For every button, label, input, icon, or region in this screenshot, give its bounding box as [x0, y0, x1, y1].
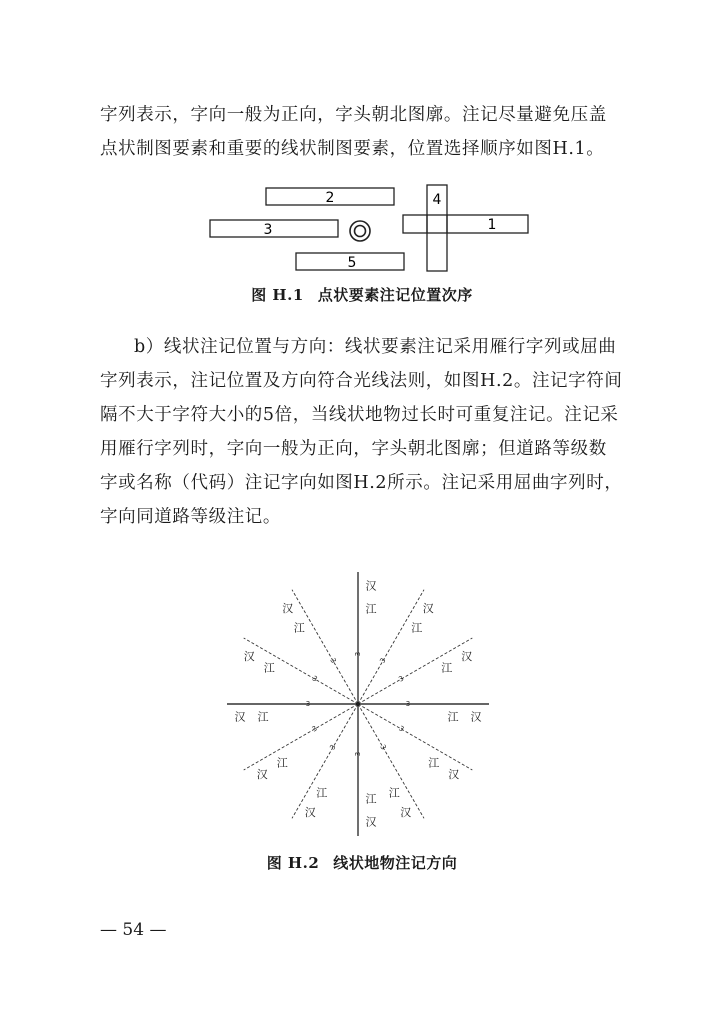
- road-code-label: 3: [354, 651, 362, 657]
- road-code-label: 3: [305, 700, 311, 708]
- label-box-2-text: 2: [325, 190, 335, 206]
- figure-h2-diagram: [227, 570, 489, 838]
- point-symbol-inner: [355, 226, 366, 237]
- page-number: — 54 —: [100, 920, 167, 940]
- label-box-1: [403, 215, 528, 233]
- place-name-char-han: 汉: [256, 767, 268, 781]
- text-line: b）线状注记位置与方向：线状要素注记采用雁行字列或屈曲: [134, 337, 617, 357]
- text-line: 字列表示，字向一般为正向，字头朝北图廓。注记尽量避免压盖: [100, 105, 607, 125]
- place-name-char-han: 汉: [470, 710, 482, 724]
- place-name-char-han: 汉: [461, 649, 473, 663]
- place-name-char-jiang: 江: [365, 602, 377, 616]
- label-box-1-text: 1: [487, 217, 497, 233]
- label-box-3: [210, 220, 338, 237]
- label-box-5-text: 5: [347, 255, 357, 271]
- center-node: [356, 702, 360, 706]
- place-name-char-jiang: 江: [276, 756, 288, 770]
- figure-h2-caption: [0, 852, 724, 873]
- place-name-char-jiang: 江: [428, 756, 440, 770]
- caption-text: 线状地物注记方向: [333, 854, 458, 872]
- place-name-char-han: 汉: [365, 579, 377, 593]
- place-name-char-jiang: 江: [388, 786, 400, 800]
- figure-h1-caption: [0, 284, 724, 305]
- caption-number: 图 H.2: [266, 854, 320, 872]
- place-name-char-jiang: 江: [263, 661, 275, 675]
- road-code-label: 3: [378, 743, 388, 752]
- road-code-label: 3: [328, 743, 338, 752]
- place-name-char-jiang: 江: [293, 621, 305, 635]
- text-line: 用雁行字列时，字向一般为正向，字头朝北图廓；但道路等级数: [100, 439, 607, 459]
- label-box-4-text: 4: [432, 192, 442, 208]
- figure-h1-diagram: [200, 182, 530, 274]
- place-name-char-jiang: 江: [316, 786, 328, 800]
- place-name-char-han: 汉: [422, 601, 434, 615]
- label-box-3-text: 3: [263, 222, 273, 238]
- road-line: [358, 638, 472, 704]
- road-code-label: 3: [378, 656, 388, 665]
- text-line: 字列表示，注记位置及方向符合光线法则，如图H.2。注记字符间: [100, 371, 623, 391]
- place-name-char-jiang: 江: [447, 710, 459, 724]
- place-name-char-han: 汉: [243, 649, 255, 663]
- road-code-label: 3: [397, 674, 406, 684]
- paragraph-1: [100, 98, 630, 166]
- place-name-char-han: 汉: [282, 601, 294, 615]
- place-name-char-han: 汉: [234, 710, 246, 724]
- text-line: 字向同道路等级注记。: [100, 507, 281, 527]
- place-name-char-han: 汉: [365, 815, 377, 829]
- caption-text: 点状要素注记位置次序: [317, 286, 473, 304]
- place-name-char-han: 汉: [304, 806, 316, 820]
- road-code-label: 3: [405, 700, 411, 708]
- place-name-char-jiang: 江: [365, 792, 377, 806]
- place-name-char-jiang: 江: [411, 621, 423, 635]
- road-code-label: 3: [310, 674, 319, 684]
- text-line: 隔不大于字符大小的5倍，当线状地物过长时可重复注记。注记采: [100, 405, 619, 425]
- point-symbol-outer: [350, 221, 370, 241]
- road-code-label: 3: [328, 656, 338, 665]
- text-line: 点状制图要素和重要的线状制图要素，位置选择顺序如图H.1。: [100, 139, 605, 159]
- paragraph-2: [100, 330, 630, 534]
- road-code-label: 3: [310, 724, 319, 734]
- place-name-char-jiang: 江: [257, 710, 269, 724]
- text-line: 字或名称（代码）注记字向如图H.2所示。注记采用屈曲字列时，: [100, 473, 623, 493]
- place-name-char-jiang: 江: [441, 661, 453, 675]
- road-line: [292, 590, 358, 704]
- place-name-char-han: 汉: [400, 806, 412, 820]
- caption-number: 图 H.1: [251, 286, 304, 304]
- road-line: [244, 638, 358, 704]
- place-name-char-han: 汉: [448, 767, 460, 781]
- road-line: [292, 704, 358, 818]
- road-code-label: 3: [354, 751, 362, 757]
- road-code-label: 3: [397, 724, 406, 734]
